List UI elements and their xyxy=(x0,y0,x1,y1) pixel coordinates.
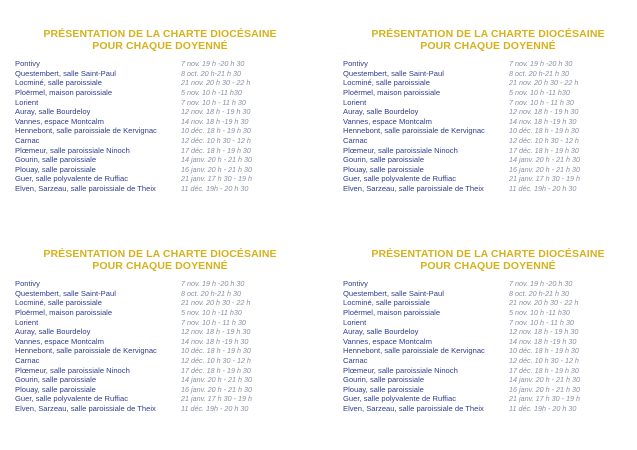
date-label: 7 nov. 19 h -20 h 30 xyxy=(509,279,573,289)
location-label: Lorient xyxy=(15,97,39,107)
location-label: Vannes, espace Montcalm xyxy=(15,116,104,126)
schedule-row xyxy=(343,346,633,356)
location-label: Lorient xyxy=(343,317,367,327)
schedule-row xyxy=(343,69,633,79)
schedule-row xyxy=(343,279,633,289)
location-label: Elven, Sarzeau, salle paroissiale de Theix xyxy=(15,404,156,414)
date-label: 11 déc. 19h - 20 h 30 xyxy=(509,404,577,414)
location-label: Vannes, espace Montcalm xyxy=(15,336,104,346)
location-label: Carnac xyxy=(343,136,368,146)
location-label: Auray, salle Bourdeloy xyxy=(343,327,419,337)
location-label: Elven, Sarzeau, salle paroissiale de Theix xyxy=(343,184,484,194)
date-label: 8 oct. 20 h-21 h 30 xyxy=(181,68,241,78)
location-label: Locminé, salle paroissiale xyxy=(15,298,102,308)
title-line-1: PRÉSENTATION DE LA CHARTE DIOCÉSAINE xyxy=(371,28,605,40)
schedule-row xyxy=(343,88,633,98)
schedule-row xyxy=(343,337,633,347)
location-label: Plœmeur, salle paroissiale Ninoch xyxy=(15,365,130,375)
location-label: Guer, salle polyvalente de Ruffiac xyxy=(15,394,128,404)
date-label: 14 nov. 18 h -19 h 30 xyxy=(181,336,249,346)
location-label: Locminé, salle paroissiale xyxy=(343,298,430,308)
location-label: Guer, salle polyvalente de Ruffiac xyxy=(343,174,456,184)
date-label: 16 janv. 20 h - 21 h 30 xyxy=(181,384,252,394)
date-label: 14 janv. 20 h - 21 h 30 xyxy=(509,155,580,165)
date-label: 14 janv. 20 h - 21 h 30 xyxy=(181,155,252,165)
date-label: 12 déc. 10 h 30 - 12 h xyxy=(181,136,251,146)
date-label: 10 déc. 18 h - 19 h 30 xyxy=(509,126,579,136)
date-label: 12 nov. 18 h - 19 h 30 xyxy=(181,107,251,117)
date-label: 21 nov. 20 h 30 - 22 h xyxy=(509,298,579,308)
title-line-1: PRÉSENTATION DE LA CHARTE DIOCÉSAINE xyxy=(43,28,277,40)
schedule-block-top-left xyxy=(15,28,305,193)
location-label: Gourin, salle paroissiale xyxy=(343,155,425,165)
date-label: 11 déc. 19h - 20 h 30 xyxy=(181,184,249,194)
schedule-row xyxy=(15,327,305,337)
schedule-row xyxy=(15,107,305,117)
schedule-row xyxy=(343,375,633,385)
date-label: 7 nov. 19 h -20 h 30 xyxy=(181,59,245,69)
date-label: 12 nov. 18 h - 19 h 30 xyxy=(509,107,579,117)
date-label: 10 déc. 18 h - 19 h 30 xyxy=(509,346,579,356)
location-label: Guer, salle polyvalente de Ruffiac xyxy=(343,394,456,404)
schedule-list xyxy=(15,59,305,193)
schedule-block-bottom-right xyxy=(343,248,633,413)
location-label: Questembert, salle Saint-Paul xyxy=(343,288,444,298)
location-label: Vannes, espace Montcalm xyxy=(343,116,432,126)
date-label: 8 oct. 20 h-21 h 30 xyxy=(509,68,569,78)
schedule-row xyxy=(15,365,305,375)
date-label: 16 janv. 20 h - 21 h 30 xyxy=(181,164,252,174)
schedule-row xyxy=(15,356,305,366)
date-label: 5 nov. 10 h -11 h30 xyxy=(181,308,242,318)
schedule-row xyxy=(15,126,305,136)
schedule-list xyxy=(343,59,633,193)
schedule-list xyxy=(343,279,633,413)
schedule-row xyxy=(343,117,633,127)
location-label: Locminé, salle paroissiale xyxy=(343,78,430,88)
title-line-2: POUR CHAQUE DOYENNÉ xyxy=(420,260,556,272)
location-label: Questembert, salle Saint-Paul xyxy=(15,288,116,298)
location-label: Ploërmel, maison paroissiale xyxy=(15,308,113,318)
date-label: 12 déc. 10 h 30 - 12 h xyxy=(509,136,579,146)
location-label: Gourin, salle paroissiale xyxy=(343,375,425,385)
date-label: 7 nov. 10 h - 11 h 30 xyxy=(509,97,574,107)
location-label: Hennebont, salle paroissiale de Kervignac xyxy=(343,346,485,356)
schedule-row xyxy=(15,298,305,308)
location-label: Locminé, salle paroissiale xyxy=(15,78,102,88)
schedule-row xyxy=(15,174,305,184)
location-label: Plouay, salle paroissiale xyxy=(15,384,96,394)
schedule-row xyxy=(15,97,305,107)
location-label: Lorient xyxy=(15,317,39,327)
schedule-row xyxy=(15,184,305,194)
schedule-row xyxy=(15,404,305,414)
block-title xyxy=(15,248,305,272)
location-label: Auray, salle Bourdeloy xyxy=(343,107,419,117)
location-label: Pontivy xyxy=(15,279,40,289)
location-label: Carnac xyxy=(343,356,368,366)
block-title xyxy=(343,28,633,52)
location-label: Auray, salle Bourdeloy xyxy=(15,327,91,337)
date-label: 14 nov. 18 h -19 h 30 xyxy=(509,116,577,126)
location-label: Carnac xyxy=(15,136,40,146)
schedule-row xyxy=(343,145,633,155)
date-label: 11 déc. 19h - 20 h 30 xyxy=(509,184,577,194)
date-label: 14 janv. 20 h - 21 h 30 xyxy=(509,375,580,385)
location-label: Hennebont, salle paroissiale de Kervignac xyxy=(15,126,157,136)
date-label: 12 déc. 10 h 30 - 12 h xyxy=(181,356,251,366)
schedule-row xyxy=(15,155,305,165)
date-label: 8 oct. 20 h-21 h 30 xyxy=(181,288,241,298)
date-label: 5 nov. 10 h -11 h30 xyxy=(509,308,570,318)
title-line-1: PRÉSENTATION DE LA CHARTE DIOCÉSAINE xyxy=(43,248,277,260)
block-title xyxy=(15,28,305,52)
schedule-row xyxy=(343,126,633,136)
date-label: 17 déc. 18 h - 19 h 30 xyxy=(181,145,251,155)
schedule-block-top-right xyxy=(343,28,633,193)
location-label: Plouay, salle paroissiale xyxy=(15,164,96,174)
schedule-row xyxy=(343,78,633,88)
location-label: Plœmeur, salle paroissiale Ninoch xyxy=(343,145,458,155)
schedule-row xyxy=(15,385,305,395)
schedule-row xyxy=(343,174,633,184)
date-label: 16 janv. 20 h - 21 h 30 xyxy=(509,384,580,394)
location-label: Gourin, salle paroissiale xyxy=(15,375,97,385)
location-label: Plœmeur, salle paroissiale Ninoch xyxy=(15,145,130,155)
schedule-row xyxy=(15,308,305,318)
date-label: 14 nov. 18 h -19 h 30 xyxy=(181,116,249,126)
block-title xyxy=(343,248,633,272)
title-line-2: POUR CHAQUE DOYENNÉ xyxy=(92,260,228,272)
date-label: 21 nov. 20 h 30 - 22 h xyxy=(181,298,251,308)
schedule-row xyxy=(15,394,305,404)
date-label: 7 nov. 10 h - 11 h 30 xyxy=(181,97,246,107)
date-label: 21 janv. 17 h 30 - 19 h xyxy=(181,174,252,184)
location-label: Carnac xyxy=(15,356,40,366)
schedule-row xyxy=(343,107,633,117)
title-line-2: POUR CHAQUE DOYENNÉ xyxy=(92,40,228,52)
title-line-2: POUR CHAQUE DOYENNÉ xyxy=(420,40,556,52)
date-label: 12 déc. 10 h 30 - 12 h xyxy=(509,356,579,366)
date-label: 7 nov. 10 h - 11 h 30 xyxy=(509,317,574,327)
schedule-row xyxy=(343,356,633,366)
location-label: Vannes, espace Montcalm xyxy=(343,336,432,346)
location-label: Auray, salle Bourdeloy xyxy=(15,107,91,117)
schedule-row xyxy=(343,165,633,175)
location-label: Lorient xyxy=(343,97,367,107)
location-label: Pontivy xyxy=(343,59,368,69)
schedule-list xyxy=(15,279,305,413)
schedule-row xyxy=(15,145,305,155)
location-label: Plœmeur, salle paroissiale Ninoch xyxy=(343,365,458,375)
schedule-row xyxy=(15,78,305,88)
date-label: 12 nov. 18 h - 19 h 30 xyxy=(509,327,579,337)
date-label: 17 déc. 18 h - 19 h 30 xyxy=(509,145,579,155)
schedule-row xyxy=(343,365,633,375)
schedule-row xyxy=(343,289,633,299)
schedule-row xyxy=(15,289,305,299)
schedule-row xyxy=(15,346,305,356)
schedule-row xyxy=(343,327,633,337)
date-label: 5 nov. 10 h -11 h30 xyxy=(509,88,570,98)
date-label: 17 déc. 18 h - 19 h 30 xyxy=(181,365,251,375)
schedule-row xyxy=(343,155,633,165)
schedule-row xyxy=(343,97,633,107)
schedule-row xyxy=(343,298,633,308)
schedule-row xyxy=(343,385,633,395)
date-label: 10 déc. 18 h - 19 h 30 xyxy=(181,126,251,136)
location-label: Elven, Sarzeau, salle paroissiale de Theix xyxy=(343,404,484,414)
location-label: Elven, Sarzeau, salle paroissiale de Theix xyxy=(15,184,156,194)
date-label: 12 nov. 18 h - 19 h 30 xyxy=(181,327,251,337)
date-label: 5 nov. 10 h -11 h30 xyxy=(181,88,242,98)
date-label: 21 nov. 20 h 30 - 22 h xyxy=(181,78,251,88)
schedule-row xyxy=(15,375,305,385)
location-label: Hennebont, salle paroissiale de Kervignac xyxy=(343,126,485,136)
schedule-row xyxy=(343,308,633,318)
schedule-row xyxy=(15,317,305,327)
schedule-row xyxy=(15,279,305,289)
location-label: Gourin, salle paroissiale xyxy=(15,155,97,165)
schedule-row xyxy=(343,184,633,194)
location-label: Ploërmel, maison paroissiale xyxy=(15,88,113,98)
date-label: 14 nov. 18 h -19 h 30 xyxy=(509,336,577,346)
date-label: 16 janv. 20 h - 21 h 30 xyxy=(509,164,580,174)
location-label: Pontivy xyxy=(343,279,368,289)
date-label: 21 nov. 20 h 30 - 22 h xyxy=(509,78,579,88)
date-label: 7 nov. 19 h -20 h 30 xyxy=(509,59,573,69)
location-label: Guer, salle polyvalente de Ruffiac xyxy=(15,174,128,184)
date-label: 21 janv. 17 h 30 - 19 h xyxy=(181,394,252,404)
location-label: Hennebont, salle paroissiale de Kervignac xyxy=(15,346,157,356)
date-label: 7 nov. 10 h - 11 h 30 xyxy=(181,317,246,327)
schedule-row xyxy=(343,404,633,414)
location-label: Plouay, salle paroissiale xyxy=(343,164,424,174)
date-label: 14 janv. 20 h - 21 h 30 xyxy=(181,375,252,385)
schedule-row xyxy=(15,337,305,347)
schedule-row xyxy=(15,165,305,175)
location-label: Ploërmel, maison paroissiale xyxy=(343,88,441,98)
schedule-row xyxy=(343,59,633,69)
date-label: 8 oct. 20 h-21 h 30 xyxy=(509,288,569,298)
schedule-block-bottom-left xyxy=(15,248,305,413)
date-label: 21 janv. 17 h 30 - 19 h xyxy=(509,394,580,404)
schedule-row xyxy=(15,88,305,98)
location-label: Plouay, salle paroissiale xyxy=(343,384,424,394)
date-label: 7 nov. 19 h -20 h 30 xyxy=(181,279,245,289)
schedule-row xyxy=(343,317,633,327)
location-label: Questembert, salle Saint-Paul xyxy=(15,68,116,78)
schedule-row xyxy=(15,59,305,69)
schedule-row xyxy=(343,394,633,404)
schedule-row xyxy=(15,136,305,146)
schedule-row xyxy=(343,136,633,146)
date-label: 17 déc. 18 h - 19 h 30 xyxy=(509,365,579,375)
date-label: 11 déc. 19h - 20 h 30 xyxy=(181,404,249,414)
location-label: Pontivy xyxy=(15,59,40,69)
date-label: 10 déc. 18 h - 19 h 30 xyxy=(181,346,251,356)
title-line-1: PRÉSENTATION DE LA CHARTE DIOCÉSAINE xyxy=(371,248,605,260)
schedule-row xyxy=(15,69,305,79)
location-label: Ploërmel, maison paroissiale xyxy=(343,308,441,318)
location-label: Questembert, salle Saint-Paul xyxy=(343,68,444,78)
date-label: 21 janv. 17 h 30 - 19 h xyxy=(509,174,580,184)
schedule-row xyxy=(15,117,305,127)
